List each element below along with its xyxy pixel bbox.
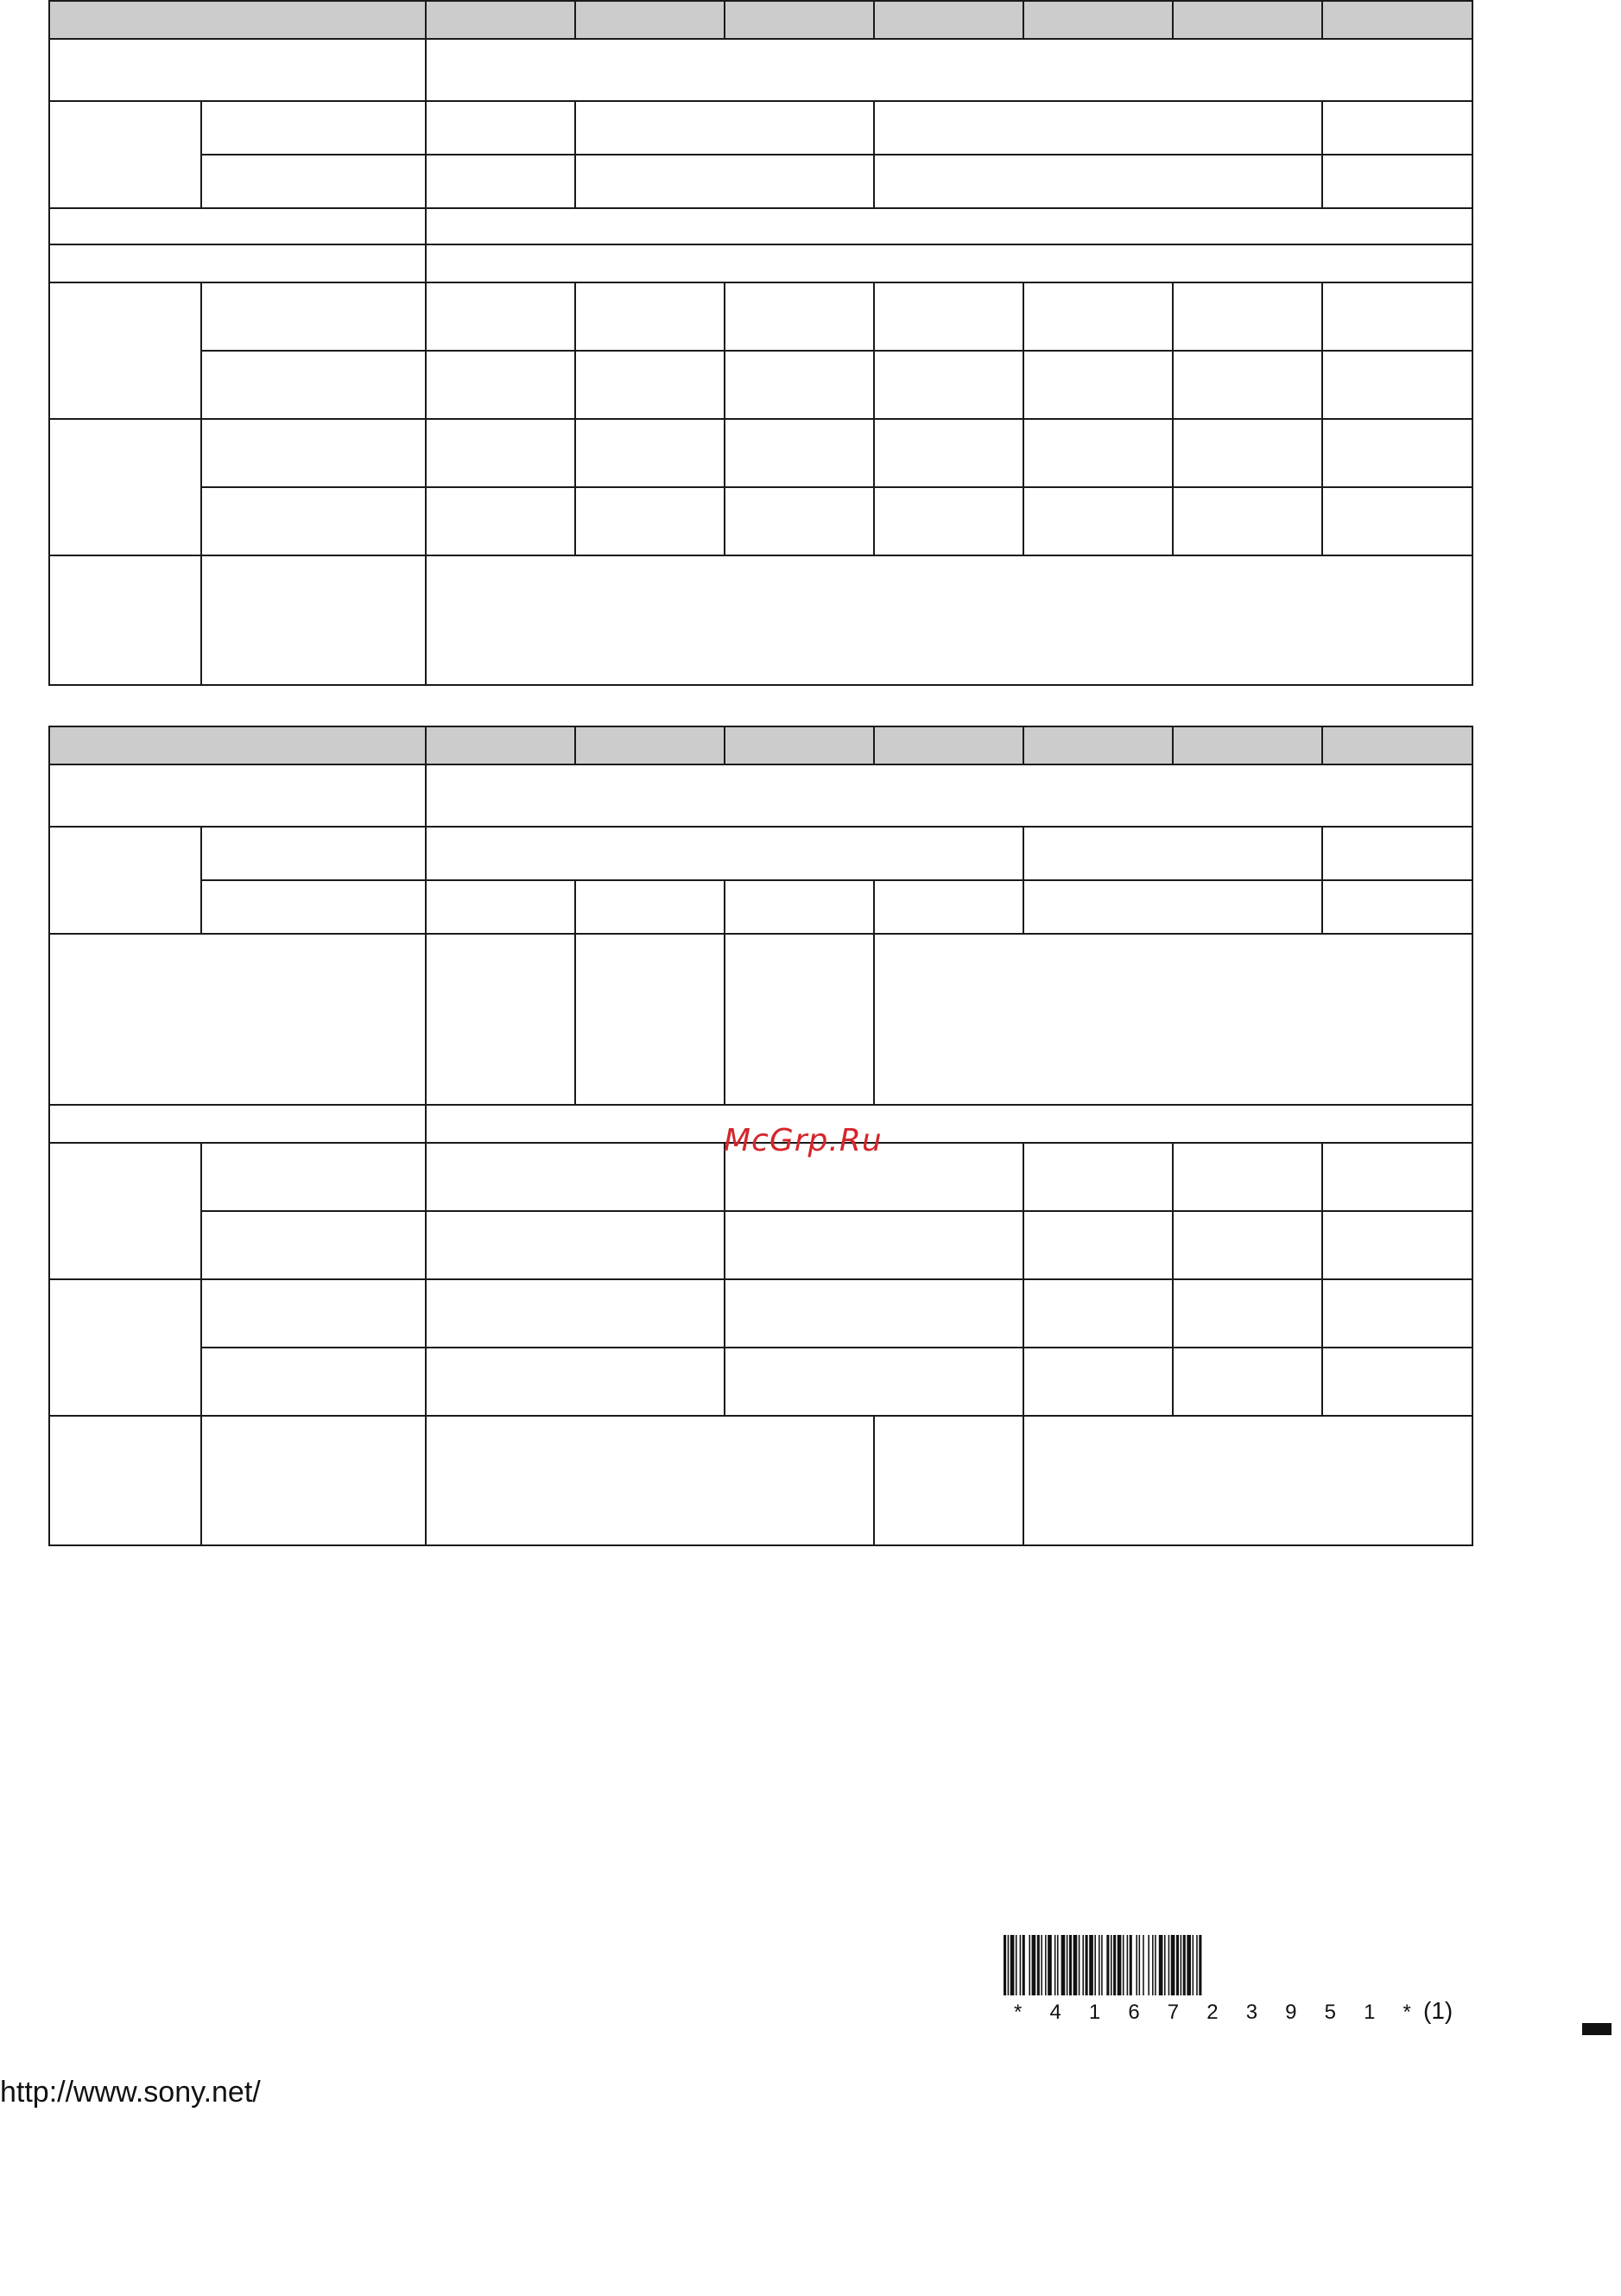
table-cell: [1023, 880, 1322, 934]
header-cell: [725, 1, 874, 39]
barcode: [1002, 1935, 1485, 2030]
table-row: [49, 155, 1472, 208]
header-cell: [1322, 1, 1472, 39]
table-cell: [1322, 1348, 1472, 1416]
table-cell: [575, 880, 725, 934]
table-cell: [1322, 827, 1472, 880]
table-cell: [725, 1211, 1023, 1279]
table-cell: [575, 101, 874, 155]
table-row: [49, 351, 1472, 419]
barcode-digit: 3: [1245, 2001, 1258, 2024]
table-cell: [49, 764, 426, 827]
table-cell: [1023, 1348, 1173, 1416]
header-cell: [1023, 726, 1173, 764]
table-cell: [49, 208, 426, 244]
table-cell: [1322, 1211, 1472, 1279]
barcode-digit: 5: [1324, 2001, 1336, 2024]
table-cell: [426, 282, 575, 351]
table-cell: [426, 1143, 725, 1211]
table-cell: [874, 155, 1322, 208]
table-cell: [426, 39, 1472, 101]
table-cell: [1023, 419, 1173, 487]
table-cell: [1173, 419, 1322, 487]
header-cell: [426, 726, 575, 764]
table-cell: [1173, 282, 1322, 351]
table-cell: [426, 934, 575, 1105]
table-row: [49, 244, 1472, 282]
table-cell: [49, 934, 426, 1105]
table-cell: [201, 1211, 426, 1279]
table-cell: [575, 934, 725, 1105]
table-row: [49, 487, 1472, 555]
table-row: [49, 1416, 1472, 1545]
table-cell: [725, 1348, 1023, 1416]
table-cell: [201, 101, 426, 155]
header-cell: [49, 726, 426, 764]
table-cell: [201, 487, 426, 555]
table-cell: [1023, 1416, 1472, 1545]
table-header-row: [49, 726, 1472, 764]
table-cell: [201, 827, 426, 880]
barcode-digit: 2: [1206, 2001, 1219, 2024]
table-cell: [49, 1143, 201, 1279]
table-cell: [575, 282, 725, 351]
header-cell: [874, 1, 1023, 39]
table-cell: [426, 208, 1472, 244]
table-cell: [1023, 487, 1173, 555]
table-cell: [1322, 101, 1472, 155]
barcode-digit: 6: [1128, 2001, 1140, 2024]
barcode-digit: *: [1403, 2001, 1411, 2024]
table-cell: [201, 880, 426, 934]
table-cell: [426, 101, 575, 155]
table-cell: [1173, 487, 1322, 555]
table-cell: [201, 1416, 426, 1545]
table-cell: [1023, 1143, 1173, 1211]
watermark-text: McGrp.Ru: [724, 1123, 883, 1158]
table-cell: [426, 764, 1472, 827]
table-cell: [725, 934, 874, 1105]
barcode-bars: [1002, 1935, 1416, 1995]
table-cell: [874, 934, 1472, 1105]
table-cell: [725, 419, 874, 487]
table-cell: [725, 282, 874, 351]
table-cell: [426, 1211, 725, 1279]
table-cell: [426, 1348, 725, 1416]
table-cell: [201, 1348, 426, 1416]
table-cell: [426, 827, 1023, 880]
table-row: [49, 764, 1472, 827]
table-cell: [49, 101, 201, 208]
table-row: [49, 419, 1472, 487]
table-row: [49, 555, 1472, 685]
table-row: [49, 208, 1472, 244]
table-cell: [1322, 1279, 1472, 1348]
table-cell: [49, 419, 201, 555]
table-cell: [1322, 282, 1472, 351]
table-cell: [874, 880, 1023, 934]
table-cell: [49, 282, 201, 419]
table-cell: [1322, 880, 1472, 934]
table-cell: [426, 1105, 1472, 1143]
table-cell: [49, 1416, 201, 1545]
table-row: [49, 101, 1472, 155]
table-row: [49, 934, 1472, 1105]
table-cell: [426, 351, 575, 419]
table-cell: [201, 419, 426, 487]
table-cell: [1322, 351, 1472, 419]
table-row: [49, 880, 1472, 934]
table-cell: [426, 487, 575, 555]
table-cell: [426, 244, 1472, 282]
table-cell: [426, 880, 575, 934]
table-cell: [201, 155, 426, 208]
registration-mark: [1582, 2023, 1612, 2035]
barcode-suffix: (1): [1423, 1997, 1453, 2024]
table-cell: [874, 487, 1023, 555]
table-cell: [1023, 282, 1173, 351]
header-cell: [426, 1, 575, 39]
table-cell: [49, 1279, 201, 1416]
table-cell: [49, 555, 201, 685]
table-cell: [1322, 1143, 1472, 1211]
table-header-row: [49, 1, 1472, 39]
table-cell: [201, 282, 426, 351]
table-cell: [575, 155, 874, 208]
header-cell: [725, 726, 874, 764]
table-cell: [1322, 419, 1472, 487]
table-cell: [874, 419, 1023, 487]
table-cell: [725, 1279, 1023, 1348]
table-row: [49, 827, 1472, 880]
header-cell: [1322, 726, 1472, 764]
table-cell: [1173, 1279, 1322, 1348]
table-cell: [1173, 1348, 1322, 1416]
barcode-digit: 1: [1364, 2001, 1376, 2024]
table-cell: [575, 351, 725, 419]
table-cell: [874, 101, 1322, 155]
table-cell: [874, 1416, 1023, 1545]
table-cell: [49, 244, 426, 282]
header-cell: [575, 726, 725, 764]
table-cell: [1173, 351, 1322, 419]
table-cell: [874, 282, 1023, 351]
header-cell: [49, 1, 426, 39]
barcode-digit: 1: [1088, 2001, 1101, 2024]
barcode-digit: 9: [1285, 2001, 1297, 2024]
table-cell: [1023, 351, 1173, 419]
table-cell: [201, 1143, 426, 1211]
table-row: [49, 1348, 1472, 1416]
table-row: [49, 282, 1472, 351]
header-cell: [1023, 1, 1173, 39]
header-cell: [1173, 1, 1322, 39]
table-cell: [426, 155, 575, 208]
header-cell: [874, 726, 1023, 764]
table-cell: [575, 487, 725, 555]
table-cell: [49, 1105, 426, 1143]
table-cell: [725, 880, 874, 934]
table-cell: [1023, 827, 1322, 880]
table-cell: [1322, 487, 1472, 555]
table-cell: [426, 1279, 725, 1348]
table-cell: [49, 827, 201, 934]
table-cell: [1023, 1211, 1173, 1279]
table-cell: [874, 351, 1023, 419]
table-cell: [1173, 1211, 1322, 1279]
table-cell: [575, 419, 725, 487]
spec-table-1: [48, 0, 1473, 686]
footer-url: http://www.sony.net/: [0, 2076, 261, 2109]
table-cell: [201, 1279, 426, 1348]
barcode-digit: 4: [1049, 2001, 1061, 2024]
table-cell: [201, 555, 426, 685]
barcode-digit: *: [1014, 2001, 1023, 2024]
header-cell: [1173, 726, 1322, 764]
table-cell: [426, 419, 575, 487]
table-cell: [1023, 1279, 1173, 1348]
barcode-digit: 7: [1167, 2001, 1180, 2024]
table-cell: [49, 39, 426, 101]
table-cell: [426, 555, 1472, 685]
header-cell: [575, 1, 725, 39]
table-cell: [201, 351, 426, 419]
table-cell: [725, 487, 874, 555]
barcode-digits: [1014, 2001, 1411, 2025]
table-cell: [1173, 1143, 1322, 1211]
table-row: [49, 1279, 1472, 1348]
table-row: [49, 39, 1472, 101]
table-cell: [725, 351, 874, 419]
table-row: [49, 1211, 1472, 1279]
table-cell: [426, 1416, 874, 1545]
table-cell: [1322, 155, 1472, 208]
